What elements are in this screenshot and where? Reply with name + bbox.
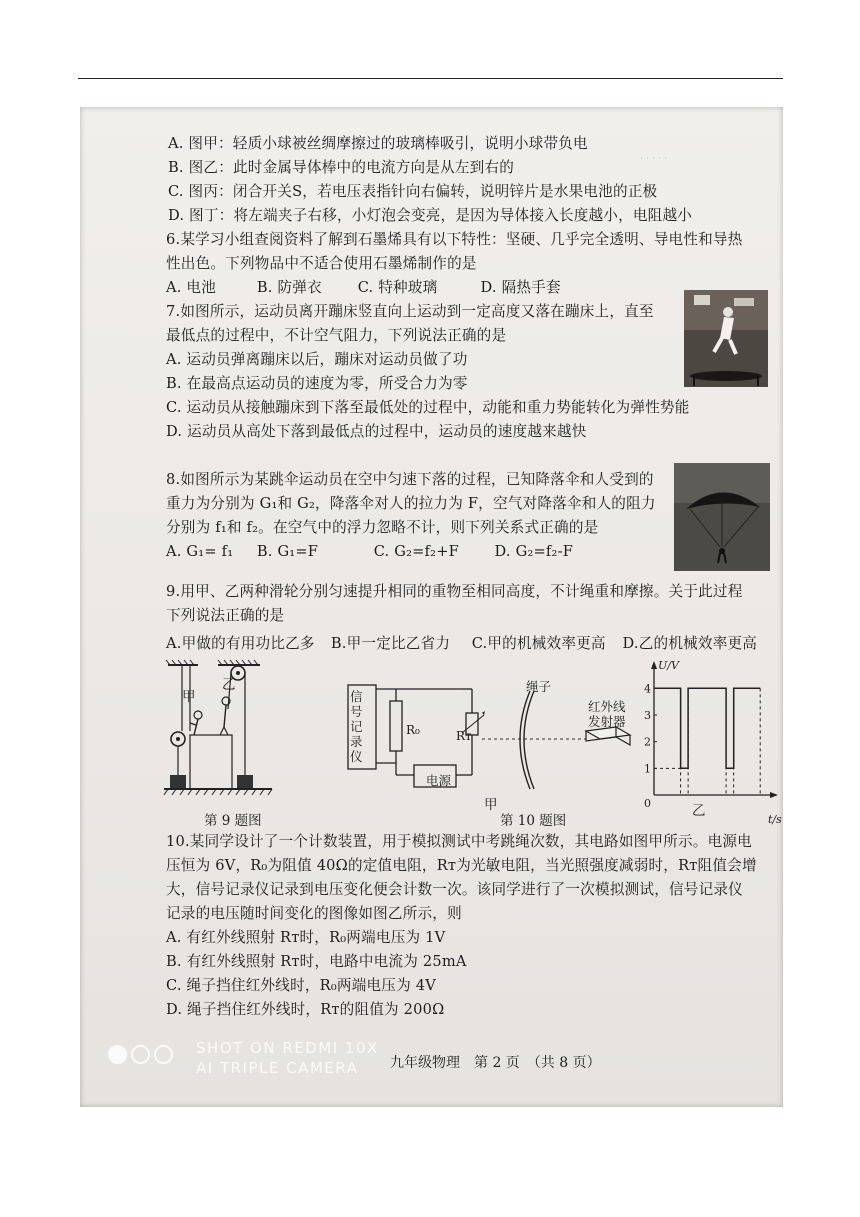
q6-option-b: B. 防弹衣 [256,279,322,296]
q5-option-c: C. 图丙：闭合开关S，若电压表指针向右偏转，说明锌片是水果电池的正极 [168,183,658,200]
q9-stem-cont: 下列说法正确的是 [166,607,285,624]
fig9-pulley-diagram [164,659,276,799]
q10-option-c: C. 绳子挡住红外线时，R₀两端电压为 4V [166,977,436,994]
x-axis-label: t/s [768,813,782,826]
q8-stem: 8.如图所示为某跳伞运动员在空中匀速下落的过程，已知降落伞和人受到的 [166,471,654,488]
q7-option-b: B. 在最高点运动员的速度为零，所受合力为零 [166,375,468,392]
q6-options [166,278,561,298]
y-tick-label: 1 [644,762,651,776]
q6-stem-cont: 性出色。下列物品中不适合使用石墨烯制作的是 [166,255,477,272]
q10-stem-cont: 压恒为 6V，R₀为阻值 40Ω的定值电阻，Rт为光敏电阻，当光照强度减弱时，Rт阻值会增 [166,857,757,874]
origin-label: 0 [644,797,651,810]
q10-option-a: A. 有红外线照射 Rт时，R₀两端电压为 1V [166,929,446,946]
q9-option-c: C.甲的机械效率更高 [471,635,606,652]
watermark-line2: AI TRIPLE CAMERA [196,1059,359,1077]
fig10-label-jia: 甲 [484,797,498,813]
q7-stem-cont: 最低点的过程中，不计空气阻力，下列说法正确的是 [166,327,507,344]
q10-stem-cont-3: 记录的电压随时间变化的图像如图乙所示，则 [166,905,462,922]
q9-option-d: D.乙的机械效率更高 [622,635,758,652]
fig10-power-label: 电源 [426,773,452,788]
q7-option-a: A. 运动员弹离蹦床以后，蹦床对运动员做了功 [166,351,468,368]
q7-option-c: C. 运动员从接触蹦床到下落至最低处的过程中，动能和重力势能转化为弹性势能 [166,399,690,416]
q6-option-a: A. 电池 [166,279,217,296]
q8-option-d: D. G₂=f₂-F [494,543,574,560]
q10-option-b: B. 有红外线照射 Rт时，电路中电流为 25mA [166,953,467,970]
q10-option-d: D. 绳子挡住红外线时，Rт的阻值为 200Ω [166,1001,445,1018]
y-tick-label: 4 [644,682,651,696]
y-axis-label: U/V [658,659,679,672]
q8-options [166,542,573,562]
y-tick-label: 3 [644,709,651,722]
q8-option-c: C. G₂=f₂+F [373,543,459,560]
y-tick-label: 2 [644,735,651,749]
fig10-r0-label: R₀ [406,723,420,737]
watermark-circle-icon [154,1045,173,1064]
fig10-label-yi: 乙 [692,803,706,819]
q10-stem-cont-2: 大，信号记录仪记录到电压变化便会计数一次。该同学进行了一次模拟测试，信号记录仪 [166,881,743,898]
y-axis-arrow [651,661,657,669]
q9-option-a: A.甲做的有用功比乙多 [166,635,315,652]
header-rule [78,78,783,79]
q6-option-d: D. 隔热手套 [480,279,561,296]
trampoline-photo [684,290,768,387]
q8-option-b: B. G₁=F [256,543,319,560]
fig10-emitter-line1: 红外线 [588,699,626,714]
watermark-circle-icon [108,1045,127,1064]
q9-stem: 9.用甲、乙两种滑轮分别匀速提升相同的重物至相同高度，不计绳重和摩擦。关于此过程 [166,583,743,600]
q5-option-d: D. 图丁：将左端夹子右移，小灯泡会变亮，是因为导体接入长度越小，电阻越小 [168,207,693,224]
q8-stem-cont-2: 分别为 f₁和 f₂。在空气中的浮力忽略不计，则下列关系式正确的是 [166,519,599,536]
q6-stem: 6.某学习小组查阅资料了解到石墨烯具有以下特性：坚硬、几乎完全透明、导电性和导热 [166,231,743,248]
fig9-label-yi: 乙 [222,677,236,693]
fig9-caption: 第 9 题图 [204,813,262,829]
page-footer: 九年级物理 第 2 页 （共 8 页） [390,1055,601,1071]
bleed-through-text: · · · · · [640,153,668,164]
q7-option-d: D. 运动员从高处下落到最低点的过程中，运动员的速度越来越快 [166,423,587,440]
watermark-line1: SHOT ON REDMI 10X [196,1039,379,1057]
fig10-caption: 第 10 题图 [500,813,567,829]
parachute-photo [674,463,770,571]
exam-page-photo [80,107,783,1107]
x-axis-arrow [770,792,778,798]
fig10-recorder-label: 信号记录仪 [350,689,363,764]
q6-option-c: C. 特种玻璃 [357,279,438,296]
q9-option-b: B.甲一定比乙省力 [330,635,451,652]
q5-option-b: B. 图乙：此时金属导体棒中的电流方向是从左到右的 [168,159,515,176]
figures-row [80,647,783,862]
fig9-label-jia: 甲 [182,689,196,705]
q8-option-a: A. G₁= f₁ [166,543,234,560]
q8-stem-cont: 重力为分别为 G₁和 G₂，降落伞对人的拉力为 F，空气对降落伞和人的阻力 [166,495,656,512]
fig10-beam-rope-emitter [480,677,640,797]
fig10-rope-label: 绳子 [526,679,552,694]
watermark-circles [108,1045,177,1066]
q10-stem: 10.某同学设计了一个计数装置，用于模拟测试中考跳绳次数，其电路如图甲所示。电源电 [166,833,752,850]
fig10-emitter-line2: 发射器 [588,714,626,729]
q5-option-a: A. 图甲：轻质小球被丝绸摩擦过的玻璃棒吸引，说明小球带负电 [168,135,588,152]
series-line [654,688,760,768]
q7-stem: 7.如图所示，运动员离开蹦床竖直向上运动到一定高度又落在蹦床上，直至 [166,303,654,320]
watermark-circle-icon [131,1045,150,1064]
fig10-rt-label: Rт [456,729,472,743]
